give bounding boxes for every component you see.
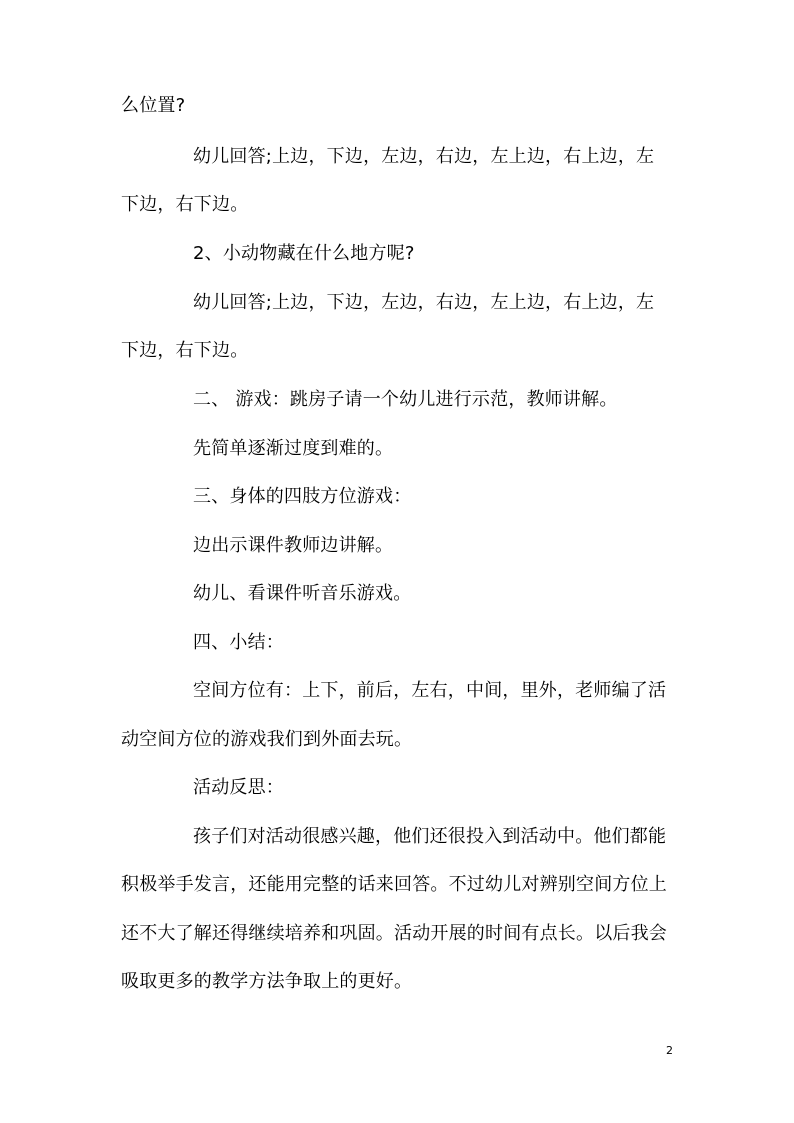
text-line: 下边，右下边。 [121, 194, 249, 215]
text-line: 2、小动物藏在什么地方呢? [193, 243, 415, 264]
text-line: 活动反思： [193, 777, 284, 798]
text-line: 还不大了解还得继续培养和巩固。活动开展的时间有点长。以后我会 [121, 923, 667, 944]
text-line: 动空间方位的游戏我们到外面去玩。 [121, 729, 413, 750]
text-line: 下边，右下边。 [121, 340, 249, 361]
text-line: 吸取更多的教学方法争取上的更好。 [121, 971, 413, 992]
text-line: 四、小结： [193, 632, 284, 653]
page-number: 2 [666, 1044, 673, 1057]
text-line: 幼儿、看课件听音乐游戏。 [193, 583, 412, 604]
text-line: 空间方位有：上下，前后，左右，中间，里外，老师编了活 [193, 680, 667, 701]
text-line: 三、身体的四肢方位游戏： [193, 486, 412, 507]
text-line: 二、 游戏：跳房子请一个幼儿进行示范，教师讲解。 [193, 389, 618, 410]
text-line: 么位置? [121, 95, 186, 116]
text-line: 边出示课件教师边讲解。 [193, 535, 394, 556]
text-line: 幼儿回答;上边，下边，左边，右边，左上边，右上边，左 [193, 292, 655, 313]
text-line: 先简单逐渐过度到难的。 [193, 438, 394, 459]
text-line: 孩子们对活动很感兴趣，他们还很投入到活动中。他们都能 [193, 826, 667, 847]
text-line: 幼儿回答;上边，下边，左边，右边，左上边，右上边，左 [193, 146, 655, 167]
text-line: 积极举手发言，还能用完整的话来回答。不过幼儿对辨别空间方位上 [121, 874, 667, 895]
